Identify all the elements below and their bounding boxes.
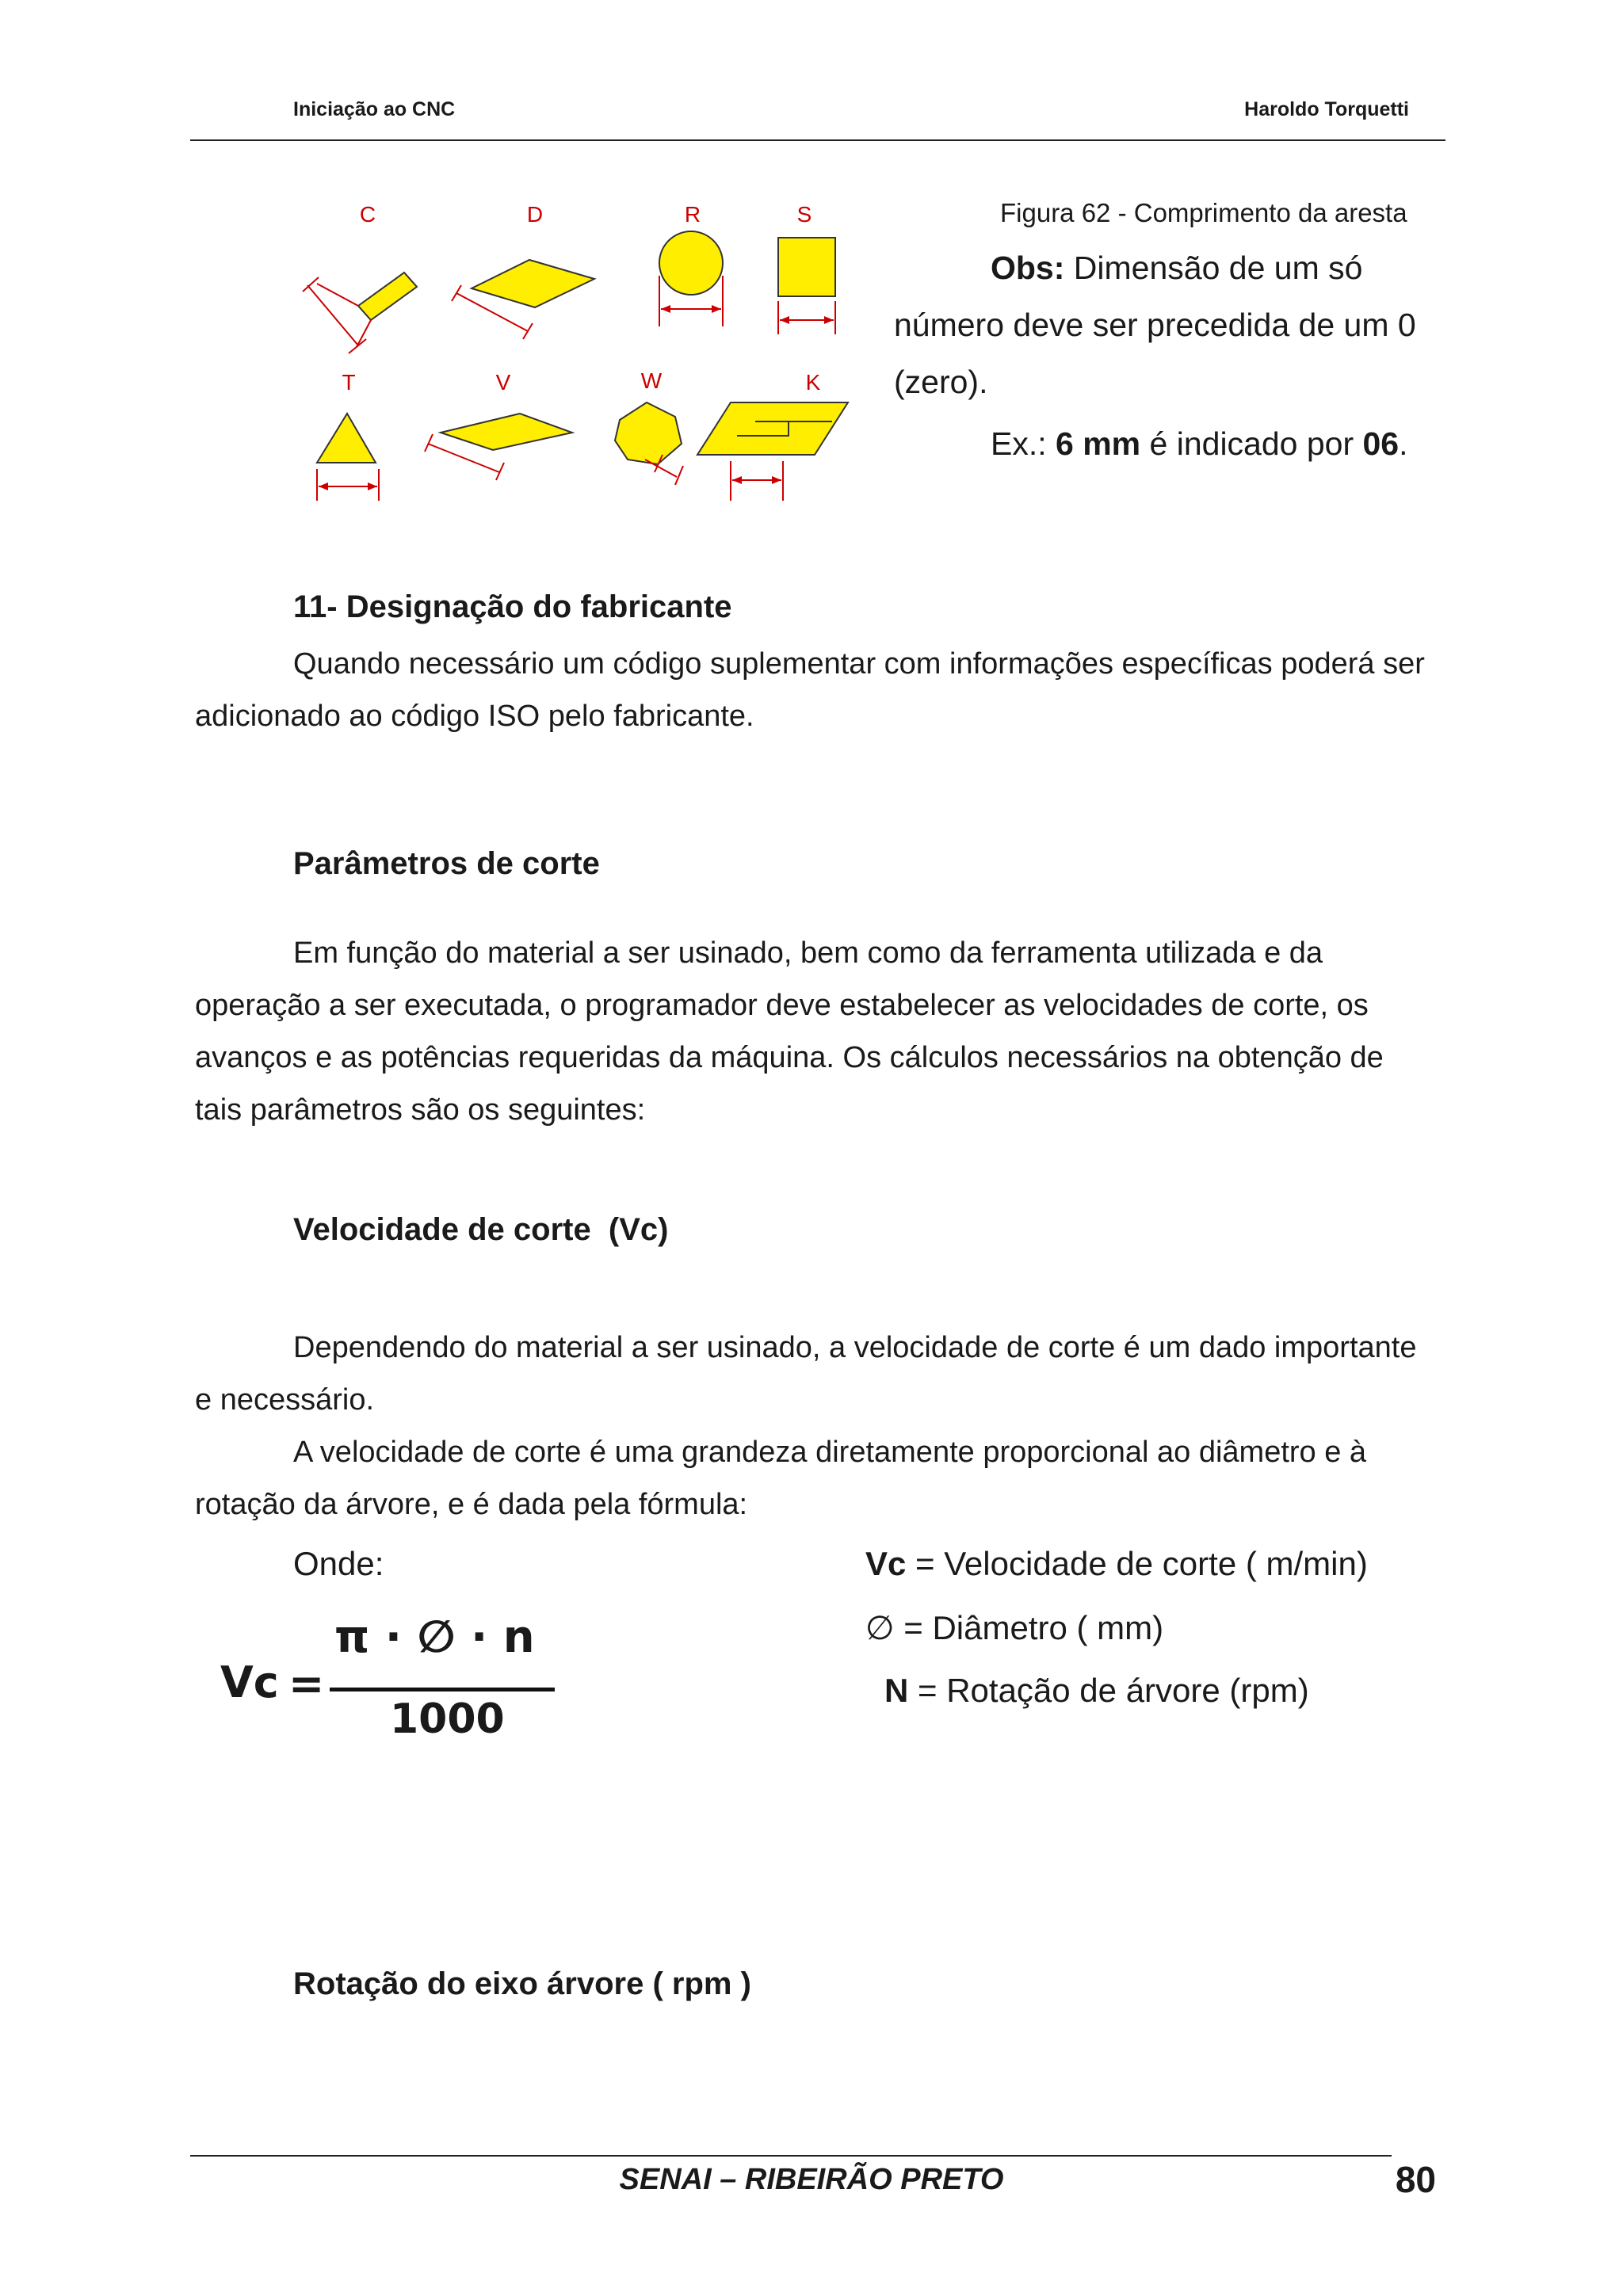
footer-center: SENAI – RIBEIRÃO PRETO <box>619 2163 1004 2196</box>
velocidade-text-2: A velocidade de corte é uma grandeza diretamente proporcional ao diâmetro e à rotação da árvore, e é dada pela fórmula: <box>195 1436 1367 1521</box>
obs-line-1 <box>991 250 1362 287</box>
shape-letter-t: T <box>342 370 356 395</box>
definition-diameter <box>865 1608 1163 1647</box>
round-icon <box>659 231 723 295</box>
velocidade-title: Velocidade de corte (Vc) <box>293 1212 669 1247</box>
triangle-icon <box>317 414 376 463</box>
page-number: 80 <box>1395 2159 1436 2200</box>
velocidade-text-1: Dependendo do material a ser usinado, a velocidade de corte é um dado importante e necessário. <box>195 1331 1417 1417</box>
square-icon <box>778 238 835 296</box>
obs-text-1: Dimensão de um só <box>1064 250 1363 286</box>
trigon-icon <box>615 402 682 464</box>
onde-label: Onde: <box>293 1545 384 1582</box>
rotacao-title: Rotação do eixo árvore ( rpm ) <box>293 1966 751 2001</box>
obs-line-2: número deve ser precedida de um 0 <box>894 307 1416 343</box>
footer-rule <box>190 2155 1392 2157</box>
definition-n <box>884 1672 1309 1710</box>
shape-letter-d: D <box>526 202 544 227</box>
section-11-text: Quando necessário um código suplementar com informações específicas poderá ser adicionado ao código ISO pelo fabricante. <box>195 647 1425 733</box>
diameter-icon: ∅ <box>865 1609 895 1646</box>
section-11-title: 11- Designação do fabricante <box>293 589 732 624</box>
definition-diameter-text: = Diâmetro ( mm) <box>894 1609 1164 1646</box>
figure-caption: Figura 62 - Comprimento da aresta <box>1000 198 1407 227</box>
shape-letter-c: C <box>359 202 376 227</box>
definition-n-symbol: N <box>884 1672 909 1709</box>
parametros-title: Parâmetros de corte <box>293 846 600 881</box>
formula-lhs: Vc <box>220 1657 279 1707</box>
definition-n-text: = Rotação de árvore (rpm) <box>908 1672 1309 1709</box>
fraction-bar <box>330 1688 555 1691</box>
parametros-text: Em função do material a ser usinado, bem como da ferramenta utilizada e da operação a ser executada, o programador deve estabelecer as velocidades de corte, os avanços e as potências requeridas da máquina. Os cálculos necessários na obtenção de tais parâmetros são os seguintes: <box>195 936 1384 1127</box>
shape-letter-s: S <box>796 202 812 227</box>
header-rule <box>190 139 1445 141</box>
header-left: Iniciação ao CNC <box>293 98 456 120</box>
formula <box>214 1608 571 1767</box>
rhombus-55-icon <box>472 260 594 307</box>
shape-letter-w: W <box>640 368 663 393</box>
shape-letter-r: R <box>684 202 701 227</box>
header-right: Haroldo Torquetti <box>1244 98 1409 120</box>
parallelogram-icon <box>697 402 848 455</box>
definition-vc <box>865 1545 1368 1583</box>
obs-line-3: (zero). <box>894 364 988 400</box>
rhombus-80-icon <box>358 273 417 320</box>
obs-label: Obs: <box>991 250 1065 286</box>
formula-denominator: 1000 <box>390 1695 505 1743</box>
ex-prefix: Ex.: <box>991 425 1056 462</box>
formula-equals: = <box>288 1659 325 1709</box>
shape-letter-k: K <box>805 370 821 395</box>
shape-letter-v: V <box>495 370 511 395</box>
ex-bold-2: 06 <box>1362 425 1400 462</box>
ex-mid: é indicado por <box>1140 425 1363 462</box>
rhombus-35-icon <box>441 414 572 450</box>
definition-vc-text: = Velocidade de corte ( m/min) <box>906 1545 1368 1582</box>
ex-bold-1: 6 mm <box>1056 425 1141 462</box>
obs-example <box>991 425 1408 463</box>
definition-vc-symbol: Vc <box>865 1545 907 1582</box>
insert-shapes-figure <box>293 190 864 523</box>
formula-numerator: π · ∅ · n <box>334 1611 535 1663</box>
ex-end: . <box>1399 425 1408 462</box>
